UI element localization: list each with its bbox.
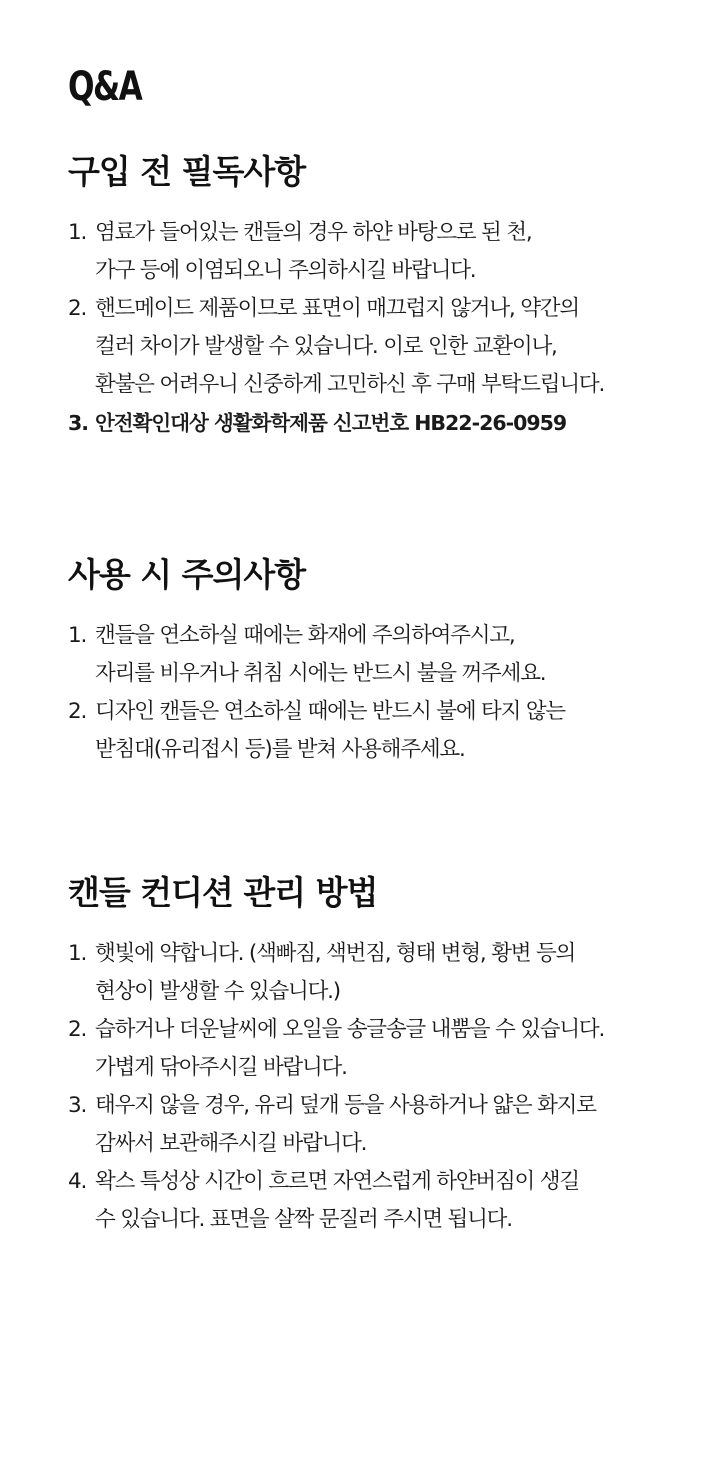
item-number: 4. — [68, 1169, 87, 1194]
item-number: 2. — [68, 699, 87, 724]
brand-logo: Q&A — [68, 64, 142, 110]
notice-list — [68, 617, 688, 769]
item-number: 3. — [68, 1093, 87, 1118]
item-text-line: 캔들을 연소하실 때에는 화재에 주의하여주시고, — [95, 623, 515, 648]
section-usage-caution — [68, 555, 688, 769]
item-text-line: 태우지 않을 경우, 유리 덮개 등을 사용하거나 얇은 화지로 — [95, 1093, 596, 1118]
section-condition-care — [68, 873, 688, 1239]
item-text-line: 습하거나 더운날씨에 오일을 송글송글 내뿜을 수 있습니다. — [95, 1017, 605, 1042]
item-number: 3. — [68, 411, 89, 435]
list-item — [68, 617, 688, 693]
section-title: 사용 시 주의사항 — [68, 555, 306, 594]
item-text-line: 감싸서 보관해주시길 바랍니다. — [95, 1131, 367, 1156]
item-text-line: 현상이 발생할 수 있습니다.) — [95, 979, 340, 1004]
list-item — [68, 214, 688, 290]
item-number: 2. — [68, 296, 87, 321]
notice-list — [68, 214, 688, 442]
list-item — [68, 1011, 688, 1087]
item-text-line: 디자인 캔들은 연소하실 때에는 반드시 불에 타지 않는 — [95, 699, 565, 724]
item-text-line: 왁스 특성상 시간이 흐르면 자연스럽게 하얀버짐이 생길 — [95, 1169, 579, 1194]
item-text-line: 염료가 들어있는 캔들의 경우 하얀 바탕으로 된 천, — [95, 220, 532, 245]
list-item-registration-number — [68, 404, 688, 442]
item-text-line: 받침대(유리접시 등)를 받쳐 사용해주세요. — [95, 737, 465, 762]
section-title: 캔들 컨디션 관리 방법 — [68, 873, 378, 912]
list-item — [68, 935, 688, 1011]
item-number: 2. — [68, 1017, 87, 1042]
section-before-purchase — [68, 152, 688, 442]
item-text-line: 수 있습니다. 표면을 살짝 문질러 주시면 됩니다. — [95, 1207, 512, 1232]
notice-list — [68, 935, 688, 1239]
item-text-line: 핸드메이드 제품이므로 표면이 매끄럽지 않거나, 약간의 — [95, 296, 579, 321]
item-text-line: 안전확인대상 생활화학제품 신고번호 HB22-26-0959 — [95, 411, 567, 435]
item-text-line: 가구 등에 이염되오니 주의하시길 바랍니다. — [95, 258, 476, 283]
item-text-line: 컬러 차이가 발생할 수 있습니다. 이로 인한 교환이나, — [95, 334, 557, 359]
item-text-line: 가볍게 닦아주시길 바랍니다. — [95, 1055, 347, 1080]
section-title: 구입 전 필독사항 — [68, 152, 306, 191]
item-text-line: 자리를 비우거나 취침 시에는 반드시 불을 꺼주세요. — [95, 661, 546, 686]
item-number: 1. — [68, 623, 87, 648]
list-item — [68, 1087, 688, 1163]
list-item — [68, 1163, 688, 1239]
item-number: 1. — [68, 941, 87, 966]
item-number: 1. — [68, 220, 87, 245]
item-text-line: 햇빛에 약합니다. (색빠짐, 색번짐, 형태 변형, 황변 등의 — [95, 941, 576, 966]
list-item — [68, 693, 688, 769]
item-text-line: 환불은 어려우니 신중하게 고민하신 후 구매 부탁드립니다. — [95, 372, 605, 397]
list-item — [68, 290, 688, 404]
